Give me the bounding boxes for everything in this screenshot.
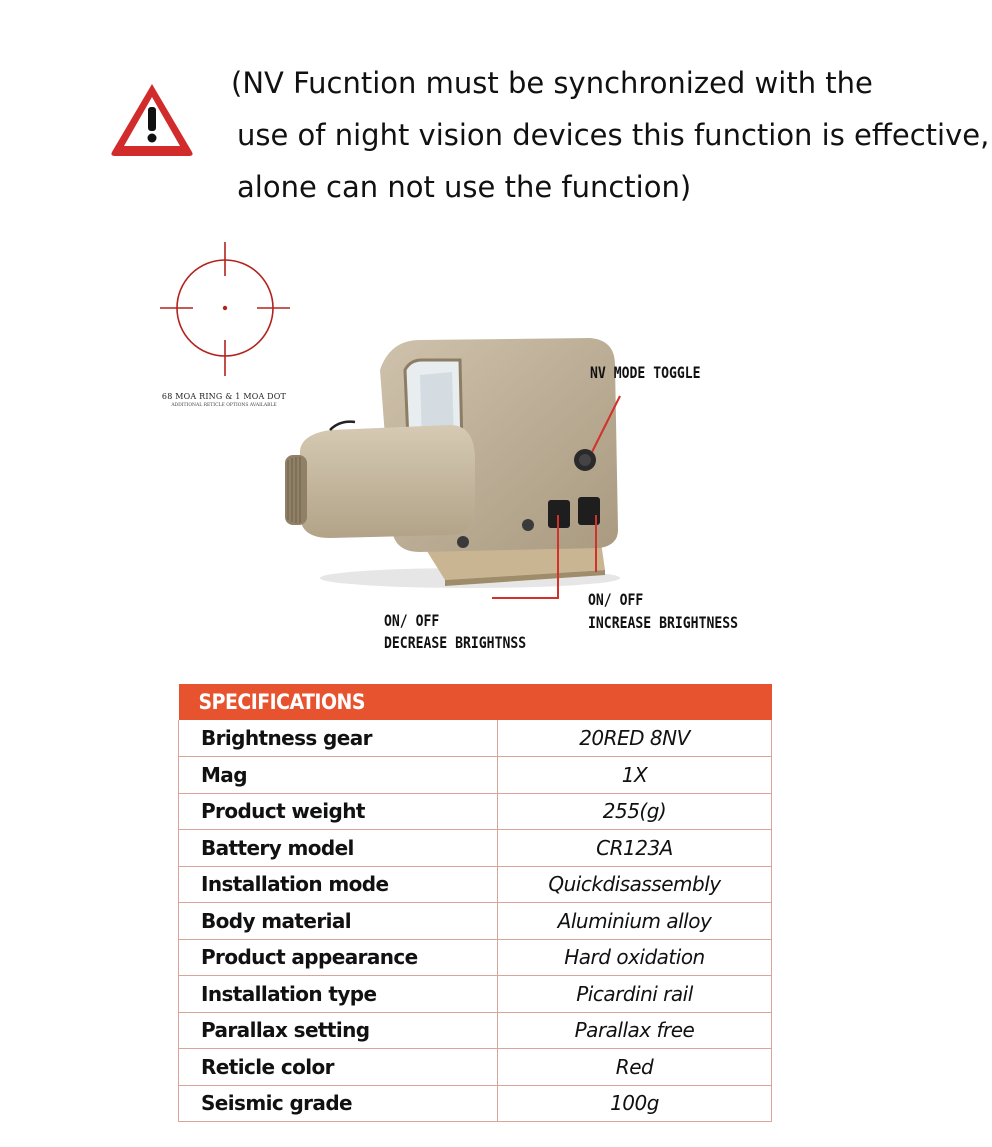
spec-row (179, 1012, 772, 1049)
spec-row (179, 793, 772, 830)
spec-row (179, 866, 772, 903)
nv-mode-toggle-label: NV MODE TOGGLE (590, 363, 701, 382)
spec-row (179, 939, 772, 976)
reticle-subcaption: ADDITIONAL RETICLE OPTIONS AVAILABLE (171, 403, 277, 408)
spec-name: Installation type (179, 976, 498, 1013)
spec-value: 255(g) (498, 793, 772, 830)
spec-name: Mag (179, 757, 498, 794)
holographic-sight-image (270, 330, 630, 600)
spec-value: Aluminium alloy (498, 903, 772, 940)
spec-value: Red (498, 1049, 772, 1086)
spec-name: Body material (179, 903, 498, 940)
spec-row (179, 720, 772, 757)
spec-value: 20RED 8NV (498, 720, 772, 757)
reticle-caption: 68 MOA RING & 1 MOA DOT (161, 392, 287, 401)
right-button-on-off-label: ON/ OFF (588, 590, 644, 609)
spec-value: Parallax free (498, 1012, 772, 1049)
spec-value: Picardini rail (498, 976, 772, 1013)
spec-value: CR123A (498, 830, 772, 867)
specifications-title: SPECIFICATIONS (198, 690, 365, 714)
spec-value: Quickdisassembly (498, 866, 772, 903)
spec-row (179, 757, 772, 794)
warning-text-line-3: alone can not use the function) (237, 170, 692, 204)
decrease-brightness-label: DECREASE BRIGHTNSS (384, 633, 527, 652)
spec-row (179, 830, 772, 867)
increase-brightness-label: INCREASE BRIGHTNESS (588, 613, 739, 632)
spec-row (179, 1049, 772, 1086)
spec-value: 100g (498, 1085, 772, 1122)
warning-triangle-icon (108, 80, 196, 158)
specifications-header (179, 684, 772, 720)
warning-text-line-2: use of night vision devices this function is effective, (237, 118, 990, 152)
spec-name: Installation mode (179, 866, 498, 903)
spec-row (179, 903, 772, 940)
spec-name: Reticle color (179, 1049, 498, 1086)
spec-value: 1X (498, 757, 772, 794)
specifications-body (179, 720, 772, 1122)
spec-name: Parallax setting (179, 1012, 498, 1049)
spec-name: Product appearance (179, 939, 498, 976)
spec-row (179, 1085, 772, 1122)
spec-row (179, 976, 772, 1013)
spec-name: Seismic grade (179, 1085, 498, 1122)
spec-value: Hard oxidation (498, 939, 772, 976)
spec-name: Product weight (179, 793, 498, 830)
specifications-table (178, 684, 772, 1122)
spec-name: Battery model (179, 830, 498, 867)
warning-text-line-1: (NV Fucntion must be synchronized with the (231, 66, 873, 100)
spec-name: Brightness gear (179, 720, 498, 757)
left-button-on-off-label: ON/ OFF (384, 611, 440, 630)
